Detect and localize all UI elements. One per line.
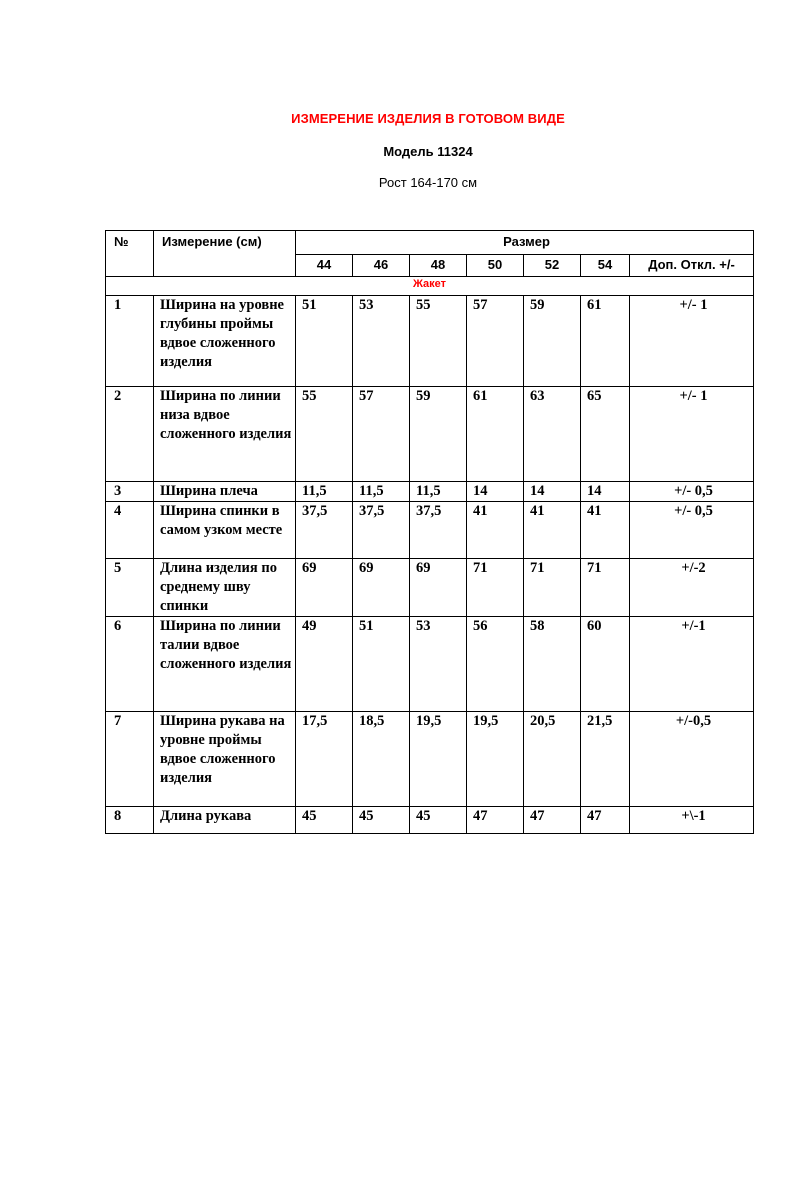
row-value: 49 xyxy=(296,617,353,712)
table-row xyxy=(106,387,754,482)
section-label: Жакет xyxy=(106,277,754,296)
size-header: 50 xyxy=(467,255,524,277)
row-value: 37,5 xyxy=(410,502,467,559)
row-value: 45 xyxy=(353,807,410,834)
row-number: 5 xyxy=(106,559,154,617)
row-value: 71 xyxy=(467,559,524,617)
tolerance-header: Доп. Откл. +/- xyxy=(630,255,754,277)
row-value: 37,5 xyxy=(353,502,410,559)
table-row xyxy=(106,807,754,834)
row-value: 18,5 xyxy=(353,712,410,807)
row-tolerance: +/- 1 xyxy=(630,296,754,387)
row-tolerance: +/-0,5 xyxy=(630,712,754,807)
model-number: Модель 11324 xyxy=(383,144,473,159)
row-tolerance: +\-1 xyxy=(630,807,754,834)
row-value: 45 xyxy=(296,807,353,834)
row-value: 47 xyxy=(467,807,524,834)
row-tolerance: +/-1 xyxy=(630,617,754,712)
row-tolerance: +/- 0,5 xyxy=(630,502,754,559)
size-header: 52 xyxy=(524,255,581,277)
row-number: 3 xyxy=(106,482,154,502)
row-value: 20,5 xyxy=(524,712,581,807)
row-value: 63 xyxy=(524,387,581,482)
row-value: 51 xyxy=(353,617,410,712)
table-row xyxy=(106,502,754,559)
row-value: 11,5 xyxy=(353,482,410,502)
row-measurement: Ширина спинки в самом узком месте xyxy=(154,502,296,559)
table-row xyxy=(106,712,754,807)
row-value: 57 xyxy=(353,387,410,482)
row-value: 56 xyxy=(467,617,524,712)
row-value: 45 xyxy=(410,807,467,834)
row-value: 69 xyxy=(296,559,353,617)
document-title: ИЗМЕРЕНИЕ ИЗДЕЛИЯ В ГОТОВОМ ВИДЕ xyxy=(291,111,565,126)
row-value: 11,5 xyxy=(296,482,353,502)
row-number: 8 xyxy=(106,807,154,834)
row-measurement: Ширина на уровне глубины проймы вдвое сложенного изделия xyxy=(154,296,296,387)
row-value: 55 xyxy=(296,387,353,482)
row-value: 61 xyxy=(581,296,630,387)
header-measurement: Измерение (см) xyxy=(154,231,296,277)
row-value: 55 xyxy=(410,296,467,387)
row-value: 14 xyxy=(467,482,524,502)
header-size: Размер xyxy=(296,231,754,255)
row-value: 53 xyxy=(410,617,467,712)
row-value: 17,5 xyxy=(296,712,353,807)
row-measurement: Длина изделия по среднему шву спинки xyxy=(154,559,296,617)
row-tolerance: +/- 0,5 xyxy=(630,482,754,502)
row-value: 47 xyxy=(524,807,581,834)
row-value: 60 xyxy=(581,617,630,712)
row-number: 1 xyxy=(106,296,154,387)
row-value: 21,5 xyxy=(581,712,630,807)
row-value: 47 xyxy=(581,807,630,834)
row-value: 69 xyxy=(410,559,467,617)
row-tolerance: +/- 1 xyxy=(630,387,754,482)
row-value: 71 xyxy=(581,559,630,617)
row-value: 53 xyxy=(353,296,410,387)
row-value: 41 xyxy=(524,502,581,559)
table-row xyxy=(106,559,754,617)
size-header: 46 xyxy=(353,255,410,277)
size-header: 44 xyxy=(296,255,353,277)
row-value: 41 xyxy=(467,502,524,559)
size-header: 48 xyxy=(410,255,467,277)
row-number: 4 xyxy=(106,502,154,559)
row-value: 14 xyxy=(581,482,630,502)
row-measurement: Ширина плеча xyxy=(154,482,296,502)
row-measurement: Ширина по линии талии вдвое сложенного изделия xyxy=(154,617,296,712)
row-value: 37,5 xyxy=(296,502,353,559)
row-value: 14 xyxy=(524,482,581,502)
row-measurement: Ширина рукава на уровне проймы вдвое сложенного изделия xyxy=(154,712,296,807)
row-value: 61 xyxy=(467,387,524,482)
size-header: 54 xyxy=(581,255,630,277)
measurement-table xyxy=(105,230,754,834)
row-value: 41 xyxy=(581,502,630,559)
row-value: 19,5 xyxy=(467,712,524,807)
header-row xyxy=(106,231,754,255)
row-number: 7 xyxy=(106,712,154,807)
row-value: 59 xyxy=(524,296,581,387)
row-value: 51 xyxy=(296,296,353,387)
row-value: 65 xyxy=(581,387,630,482)
row-value: 57 xyxy=(467,296,524,387)
row-tolerance: +/-2 xyxy=(630,559,754,617)
row-value: 71 xyxy=(524,559,581,617)
header-number: № xyxy=(106,231,154,277)
row-value: 69 xyxy=(353,559,410,617)
row-measurement: Длина рукава xyxy=(154,807,296,834)
height-range: Рост 164-170 см xyxy=(378,175,478,190)
row-measurement: Ширина по линии низа вдвое сложенного изделия xyxy=(154,387,296,482)
table-row xyxy=(106,482,754,502)
row-value: 19,5 xyxy=(410,712,467,807)
row-value: 59 xyxy=(410,387,467,482)
row-number: 6 xyxy=(106,617,154,712)
table-row xyxy=(106,617,754,712)
table-row xyxy=(106,296,754,387)
row-number: 2 xyxy=(106,387,154,482)
section-row xyxy=(106,277,754,296)
row-value: 58 xyxy=(524,617,581,712)
row-value: 11,5 xyxy=(410,482,467,502)
